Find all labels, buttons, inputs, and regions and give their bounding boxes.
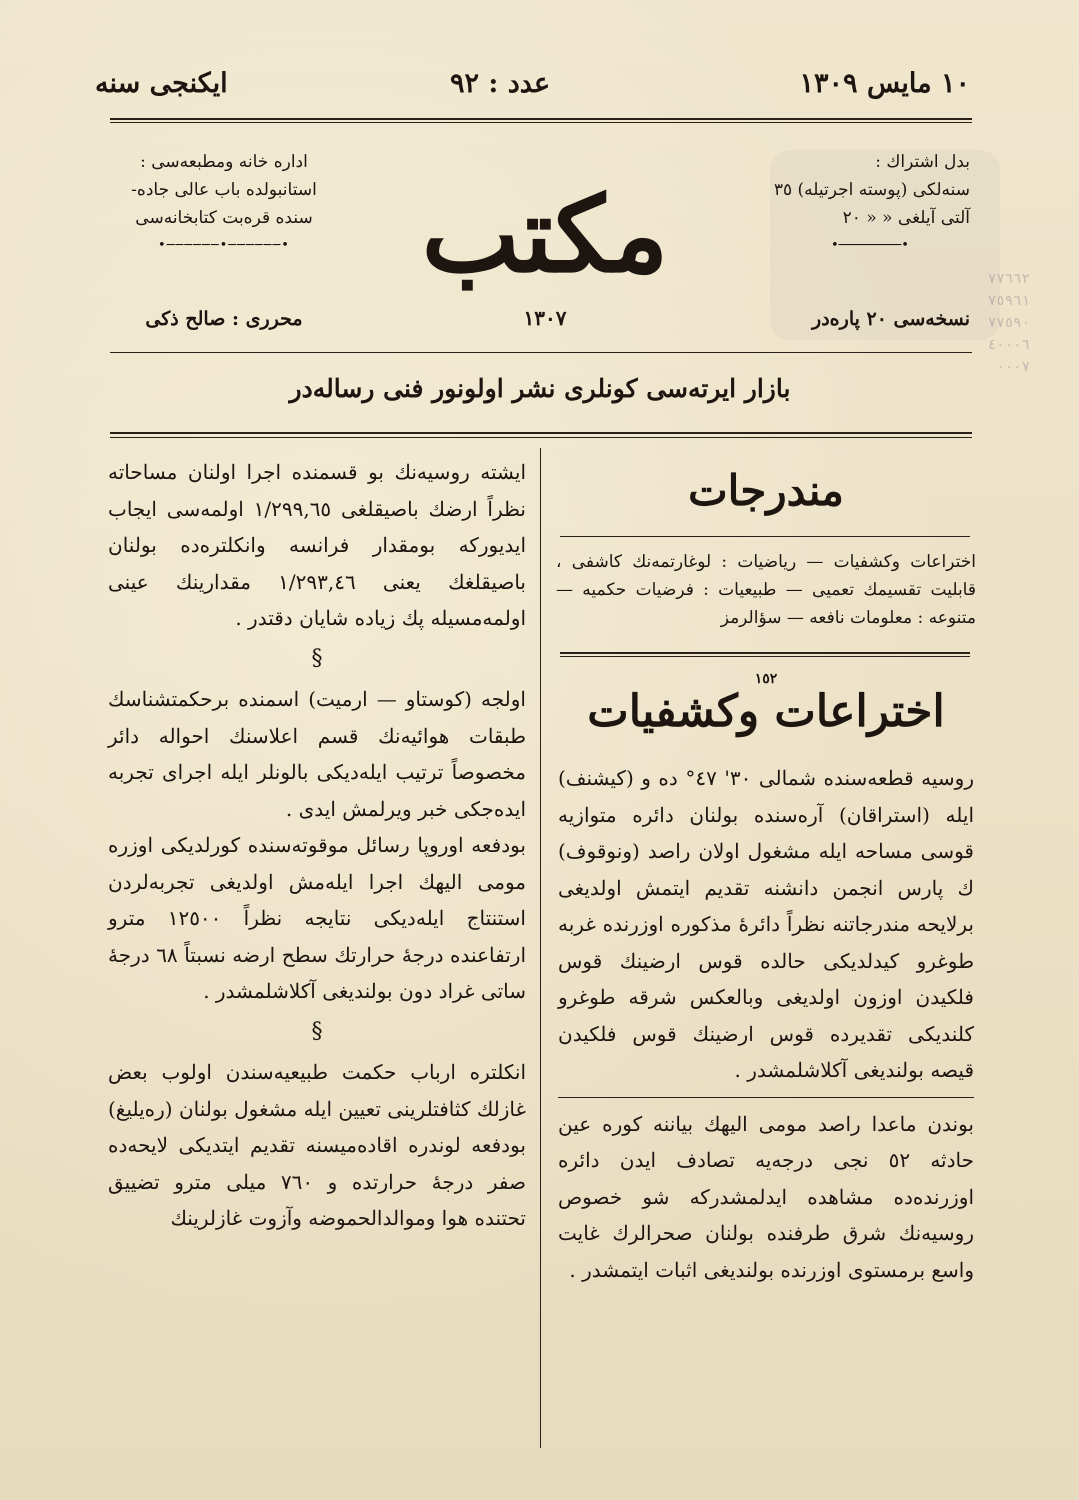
header-rule bbox=[110, 118, 972, 120]
subtitle: بازار ايرته‌سى كونلرى نشر اولونور فنى رساله‌در bbox=[289, 374, 791, 403]
volume-year: ايكنجى سنه bbox=[95, 68, 228, 99]
article-heading bbox=[556, 672, 976, 737]
ornament-divider-right: •────────• bbox=[831, 238, 909, 253]
column-divider bbox=[540, 448, 541, 1448]
article-heading-text: اختراعات وكشفيات bbox=[587, 686, 945, 737]
admin-line-1: اداره خانه ومطبعه‌سى : bbox=[140, 152, 308, 172]
masthead-title: مكتب bbox=[421, 173, 669, 296]
contents-list: اختراعات وكشفيات — رياضيات : لوغارتمه‌نك كاشفى ، قابليت تقسيمك تعميى — طبيعيات : فرضيات حكميه — متنوعه : معلومات نافعه — سؤالرمز bbox=[556, 552, 976, 628]
admin-line-2: استانبولده باب عالى جاده- bbox=[131, 180, 317, 200]
masthead-rule bbox=[110, 352, 972, 353]
section-mark: § bbox=[311, 645, 323, 671]
contents-rule-bottom-thin bbox=[560, 656, 970, 657]
contents-heading: مندرجات bbox=[688, 466, 844, 515]
issue-number: عدد : ٩٢ bbox=[450, 68, 551, 99]
heading-ornament: ١٥٢ bbox=[754, 671, 778, 687]
right-column-text bbox=[558, 760, 974, 1288]
paragraph: ايشته روسيه‌نك بو قسمنده اجرا اولنان مساحاته نظراً ارضك باصيقلغى ١/٢٩٩,٦٥ اولمه‌سى ايجاب ايديوركه بومقدار فرانسه وانكلتره‌ده بولنان باصيقلغك يعنى ١/٢٩٣,٤٦ مقدارينك عينى اولمه‌مسيله پك زياده شايان دقتدر . bbox=[108, 460, 526, 630]
paragraph: بوندن ماعدا راصد مومى اليهك بياننه كوره عين حادثه ٥٢ نجى درجه‌يه تصادف ايدن دائره اوزرنده‌ده مشاهده ايدلمشدركه شو خصوص روسيه‌نك شرق طرفنده بولنان صحرالرك غايت واسع برمستوى اوزرنده بولنديغى اثبات ايتمشدر . bbox=[558, 1111, 974, 1282]
subscription-line-1: بدل اشتراك : bbox=[875, 152, 970, 172]
masthead bbox=[330, 160, 760, 330]
subtitle-rule-thin bbox=[110, 437, 972, 438]
paragraph-rule bbox=[558, 1097, 974, 1098]
section-mark: § bbox=[311, 1018, 323, 1044]
paragraph: بودفعه اوروپا رسائل موقوته‌سنده كورلديكى اوزره مومى اليهك اجرا ايله‌مش اولديغى تجربه‌لردن استنتاج ايله‌ديكى نتايجه نظراً ١٢٥٠٠ مترو ارتفاعنده درجهٔ حرارتك سطح ارضه نسبتاً ٦٨ درجهٔ ساتى غراد دون بولنديغى آكلاشلمشدر . bbox=[108, 833, 526, 1003]
left-column-text bbox=[108, 454, 526, 1237]
editor-name: محررى : صالح ذكى bbox=[145, 308, 303, 330]
paragraph: اولجه (كوستاو — ارميت) اسمنده برحكمتشناسك طبقات هوائيه‌نك قسم اعلاسنك احواله دائر مخصوصاً ترتيب ايله‌ديكى بالونلر ايله اجراى تجربه ايده‌جكى خبر ويرلمش ايدى . bbox=[108, 687, 526, 821]
contents-rule-top bbox=[560, 536, 970, 537]
paragraph: انكلتره ارباب حكمت طبيعيه‌سندن اولوب بعض غازلك كثافتلرينى تعيين ايله مشغول بولنان (ره‌يليغ) بودفعه لوندره اقاده‌ميسنه تقديم ايتديكى لايحه‌ده صفر درجهٔ حرارتده و ٧٦٠ ميلى مترو تضييق تحتنده هوا وموالدالحموضه وآزوت غازلرينك bbox=[108, 1060, 527, 1230]
subtitle-rule bbox=[110, 432, 972, 434]
subscription-box bbox=[770, 148, 970, 260]
ornament-divider: •──────•──────• bbox=[158, 238, 290, 253]
founding-year: ١٣٠٧ bbox=[523, 306, 567, 330]
header-bar bbox=[95, 68, 980, 108]
admin-line-3: سنده قره‌بت كتابخانه‌سى bbox=[135, 208, 313, 228]
issue-price: نسخه‌سى ٢٠ پاره‌در bbox=[812, 308, 970, 330]
subscription-line-2: سنه‌لكى (پوسته اجرتيله) ٣٥ bbox=[773, 180, 970, 200]
pencil-notes: ٧٧٦٦٢ ٧٥٩٦١ ٧٧٥٩٠ ٤٠٠٠٦ ٠٠٠٧ bbox=[987, 271, 1030, 375]
issue-date: ١٠ مايس ١٣٠٩ bbox=[799, 68, 970, 99]
contents-rule-bottom bbox=[560, 652, 970, 654]
administration-box bbox=[104, 148, 344, 260]
subscription-line-3: آلتى آيلغى « « ٢٠ bbox=[842, 208, 970, 228]
header-rule-thin bbox=[110, 122, 972, 123]
paragraph: روسيه قطعه‌سنده شمالى ٣٠' ٤٧° ده و (كيشنف) ايله (استراقان) آره‌سنده بولنان دائره متوازيه قوسى مساحه ايله مشغول اولان راصد (ونوقوف) ك پارس انجمن دانشنه تقديم ايتمش اولديغى برلايحه مندرجاتنه نظراً دائرهٔ مذكوره اوزرنده غربه طوغرو كيدلديكى حالده قوس ارضينك قوس فلكيدن اوزون اولديغى وبالعكس شرقه طوغرو كلنديكى تقديرده قوس ارضينك قوس فلكيدن قيصه بولنديغى آكلاشلمشدر . bbox=[558, 766, 974, 1082]
